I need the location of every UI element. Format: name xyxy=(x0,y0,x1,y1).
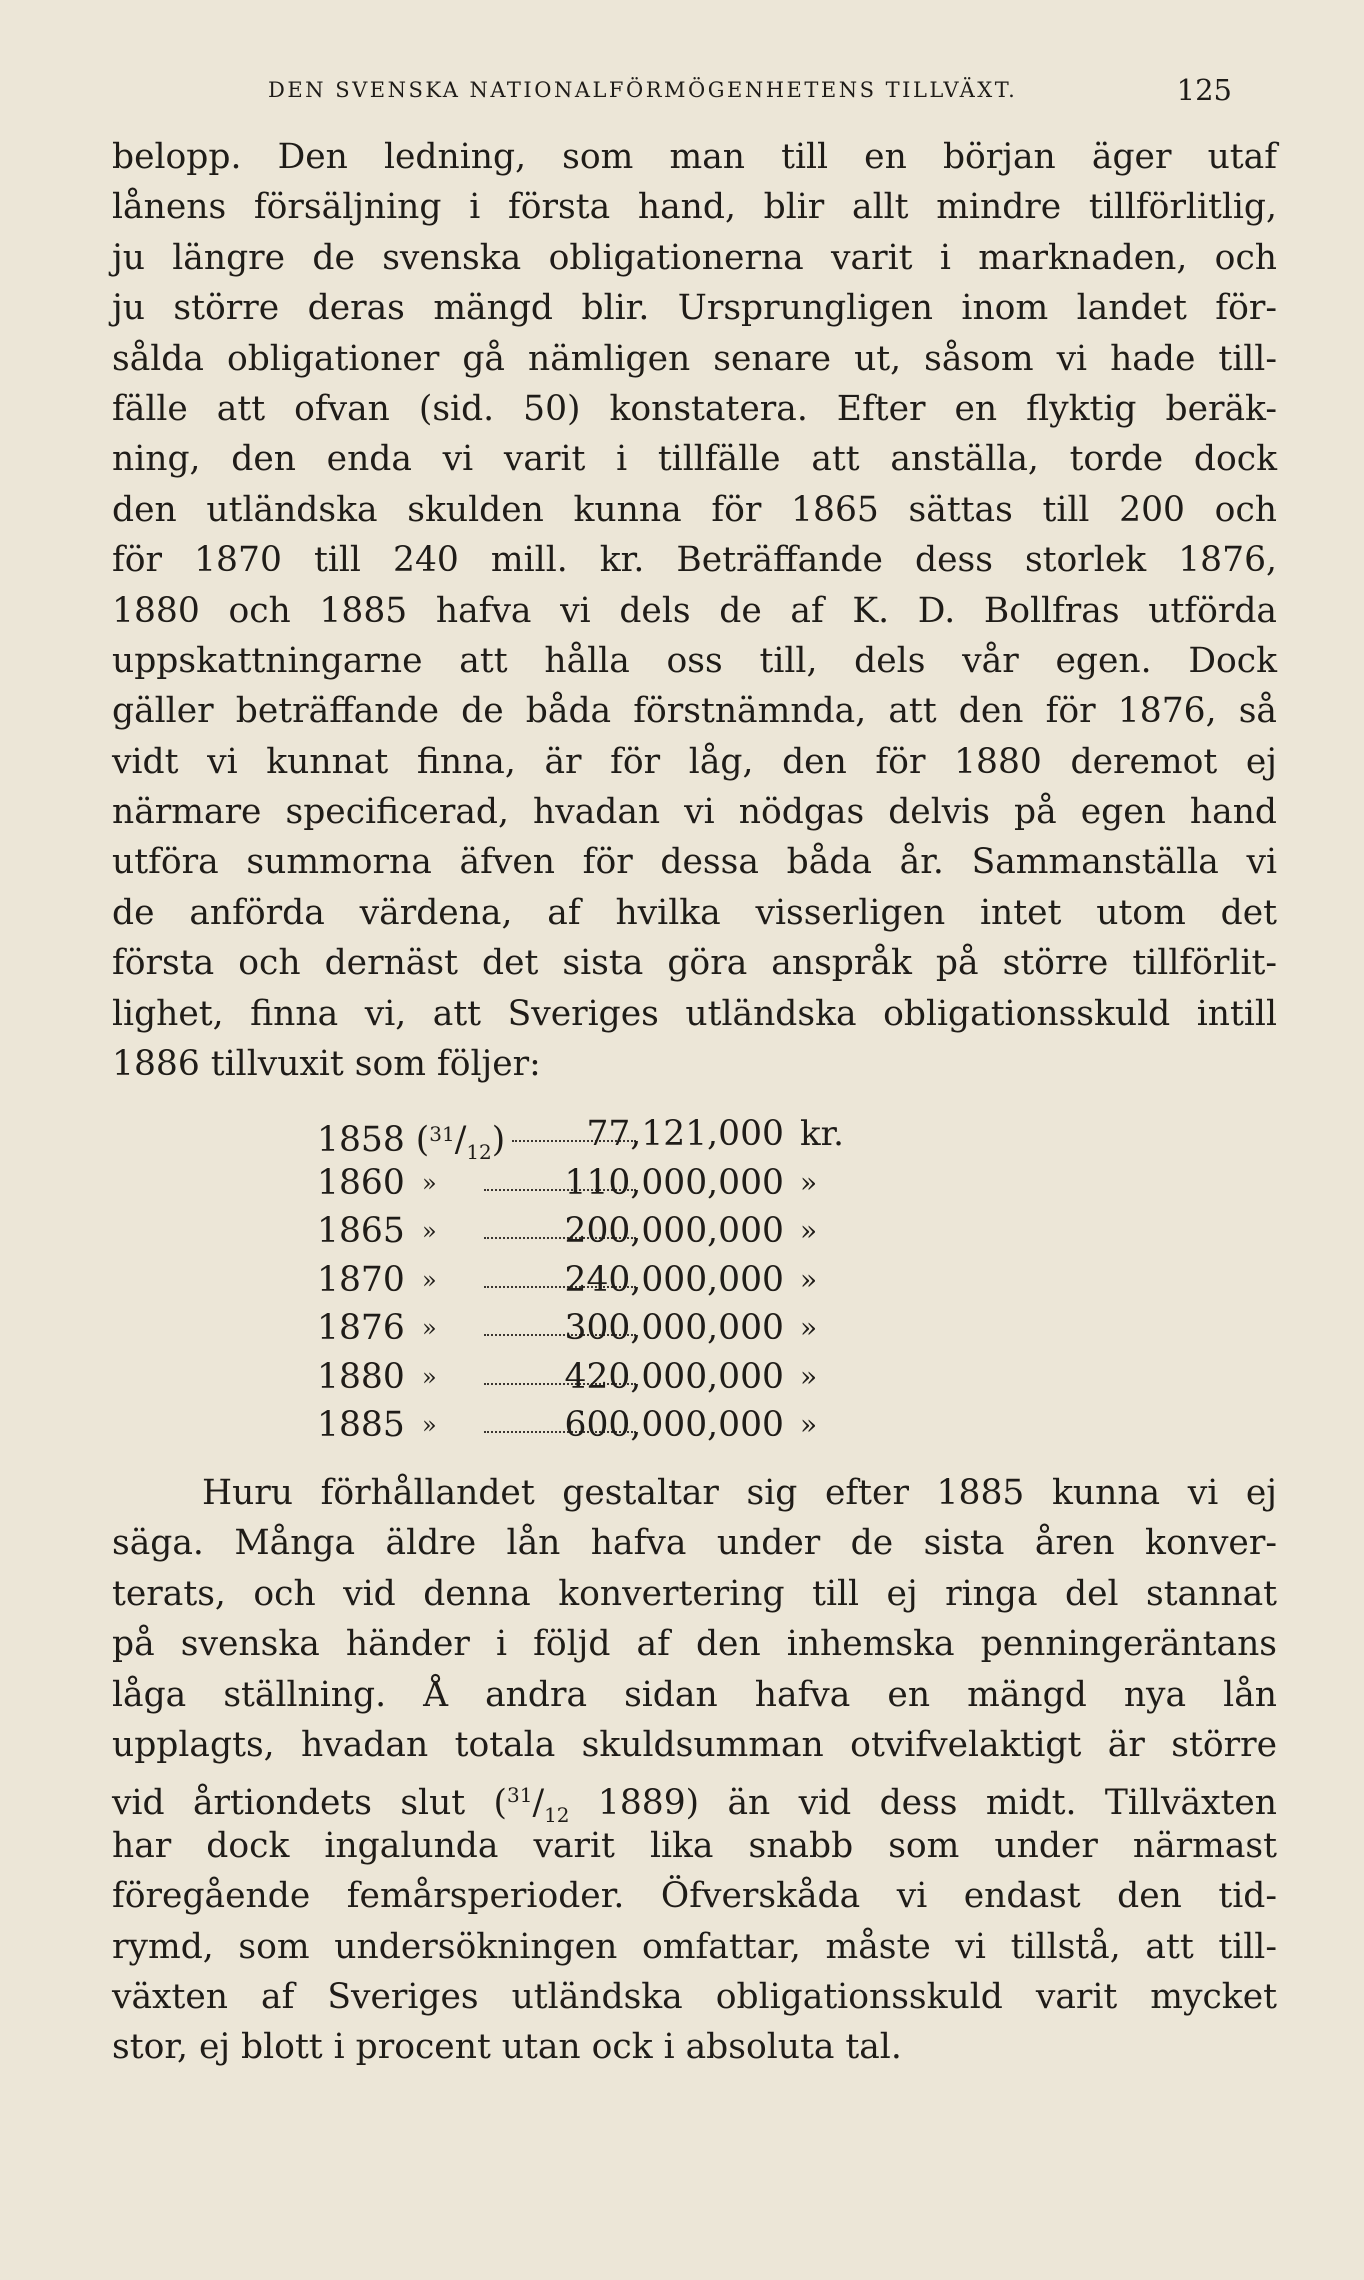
text-line: ju större deras mängd blir. Ursprungligen inom landet för- xyxy=(112,288,1277,329)
running-title: DEN SVENSKA NATIONALFÖRMÖGENHETENS TILLVÄXT. xyxy=(268,78,1018,102)
table-year: 1860 xyxy=(317,1162,405,1203)
table-row: 1885 » 600,000,000 » xyxy=(112,1401,1277,1450)
table-unit: kr. xyxy=(800,1114,844,1154)
paragraph-2 xyxy=(112,1468,1277,2073)
table-year: 1865 xyxy=(317,1211,405,1251)
table-unit: » xyxy=(800,1359,818,1393)
text-line: på svenska händer i följd af den inhemska penningeräntans xyxy=(112,1624,1277,1665)
ditto-mark: » xyxy=(422,1265,437,1294)
table-year: 1870 xyxy=(317,1259,405,1300)
text-line: närmare specificerad, hvadan vi nödgas delvis på egen hand xyxy=(112,792,1277,833)
text-line: vidt vi kunnat finna, är för låg, den för 1880 deremot ej xyxy=(112,741,1277,782)
text-line: upplagts, hvadan totala skuldsumman otvifvelaktigt är större xyxy=(112,1724,1277,1765)
text-line: växten af Sveriges utländska obligationsskuld varit mycket xyxy=(112,1976,1277,2017)
table-year: 1876 xyxy=(317,1308,405,1348)
text-line: fälle att ofvan (sid. 50) konstatera. Efter en flyktig beräk- xyxy=(112,388,1277,429)
text-line: de anförda värdena, af hvilka visserligen intet utom det xyxy=(112,892,1277,933)
ditto-mark: » xyxy=(422,1314,437,1342)
text-line: vid årtiondets slut ($^{31}/_{12}$ 1889) än vid dess midt. Tillväxten xyxy=(112,1783,1277,1828)
text-line: utföra summorna äfven för dessa båda år. Sammanställa vi xyxy=(112,842,1277,883)
debt-table xyxy=(112,1110,1277,1450)
text-line: har dock ingalunda varit lika snabb som under närmast xyxy=(112,1825,1277,1866)
text-line: lånens försäljning i första hand, blir allt mindre tillförlitlig, xyxy=(112,187,1277,228)
table-row: 1858 $(^{31}/_{12})$ 77,121,000 kr. xyxy=(112,1110,1277,1159)
ditto-mark: » xyxy=(422,1217,437,1245)
table-unit: » xyxy=(800,1214,818,1247)
table-year: 1885 xyxy=(317,1405,405,1445)
paragraph-1 xyxy=(112,132,1277,1089)
table-unit: » xyxy=(800,1165,818,1199)
text-line: Huru förhållandet gestaltar sig efter 1885 kunna vi ej xyxy=(202,1473,1277,1513)
text-line: 1880 och 1885 hafva vi dels de af K. D. Bollfras utförda xyxy=(112,590,1277,631)
table-year: 1880 xyxy=(317,1356,405,1397)
running-header xyxy=(268,70,1232,110)
text-line: terats, och vid denna konvertering till ej ringa del stannat xyxy=(112,1573,1277,1614)
table-row: 1870 » 240,000,000 » xyxy=(112,1256,1277,1305)
table-year: 1858 $(^{31}/_{12})$ xyxy=(317,1120,506,1164)
text-line: lighet, finna vi, att Sveriges utländska obligationsskuld intill xyxy=(112,993,1277,1034)
text-line: ning, den enda vi varit i tillfälle att anställa, torde dock xyxy=(112,439,1277,480)
text-line: låga ställning. Å andra sidan hafva en mängd nya lån xyxy=(112,1674,1277,1715)
ditto-mark: » xyxy=(422,1362,437,1391)
text-line: belopp. Den ledning, som man till en början äger utaf xyxy=(112,137,1277,177)
table-row: 1880 » 420,000,000 » xyxy=(112,1353,1277,1402)
text-line: rymd, som undersökningen omfattar, måste vi tillstå, att till- xyxy=(112,1926,1277,1967)
text-line: föregående femårsperioder. Öfverskåda vi endast den tid- xyxy=(112,1876,1277,1917)
text-line: stor, ej blott i procent utan ock i absoluta tal. xyxy=(112,2027,902,2068)
text-line: uppskattningarne att hålla oss till, dels vår egen. Dock xyxy=(112,640,1277,681)
text-line: den utländska skulden kunna för 1865 sättas till 200 och xyxy=(112,489,1277,530)
table-row: 1865 » 200,000,000 » xyxy=(112,1207,1277,1256)
ditto-mark: » xyxy=(422,1168,437,1197)
text-line: för 1870 till 240 mill. kr. Beträffande dess storlek 1876, xyxy=(112,540,1277,581)
text-line: sålda obligationer gå nämligen senare ut, såsom vi hade till- xyxy=(112,338,1277,379)
text-line: ju längre de svenska obligationerna varit i marknaden, och xyxy=(112,237,1277,278)
text-line: gäller beträffande de båda förstnämnda, att den för 1876, så xyxy=(112,691,1277,732)
table-row: 1876 » 300,000,000 » xyxy=(112,1304,1277,1353)
text-line: första och dernäst det sista göra anspråk på större tillförlit- xyxy=(112,943,1277,984)
table-unit: » xyxy=(800,1408,818,1441)
ditto-mark: » xyxy=(422,1411,437,1439)
table-unit: » xyxy=(800,1311,818,1344)
text-line: säga. Många äldre lån hafva under de sista åren konver- xyxy=(112,1523,1277,1564)
text-line: 1886 tillvuxit som följer: xyxy=(112,1044,541,1085)
table-row: 1860 » 110,000,000 » xyxy=(112,1159,1277,1208)
table-unit: » xyxy=(800,1262,818,1296)
page-number: 125 xyxy=(1176,73,1232,107)
